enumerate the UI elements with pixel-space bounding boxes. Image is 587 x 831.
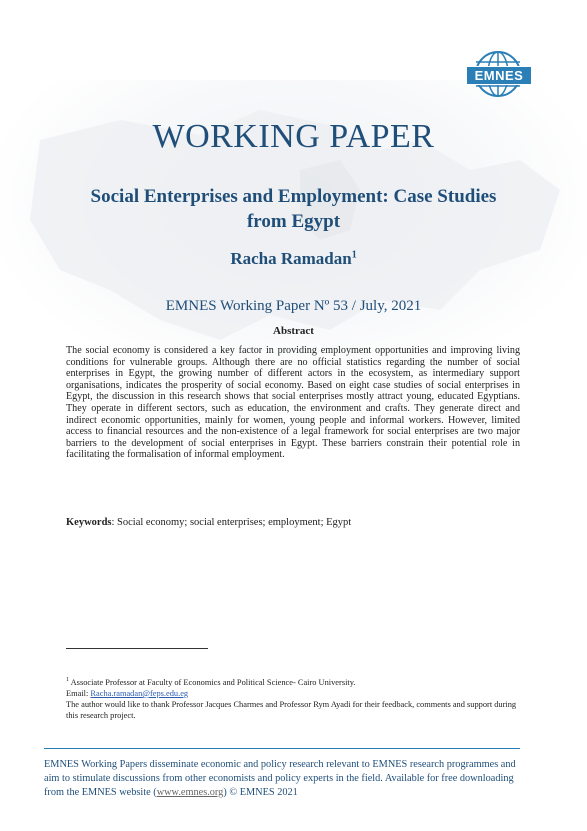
- author-name-text: Racha Ramadan: [230, 249, 352, 268]
- paper-subtitle: Social Enterprises and Employment: Case Studies from Egypt: [90, 186, 497, 232]
- email-link[interactable]: Racha.ramadan@feps.edu.eg: [90, 688, 189, 698]
- emnes-logo: [462, 50, 534, 98]
- keywords-label: Keywords: [66, 517, 112, 528]
- footer-text: EMNES Working Papers disseminate economic and policy research relevant to EMNES research programmes and aim to stimulate discussions from other economists and policy experts in the field. Available for free downloading from the EMNES website (: [44, 759, 516, 798]
- abstract-heading: Abstract: [273, 325, 314, 337]
- series-line: EMNES Working Paper Nº 53 / July, 2021: [165, 298, 422, 314]
- footer-note: [44, 758, 528, 800]
- footnote-email-label: Email:: [66, 688, 91, 698]
- author-name: [0, 249, 587, 269]
- footer-divider: [44, 748, 520, 749]
- logo-wordmark: EMNES: [466, 66, 532, 85]
- keywords-text: : Social economy; social enterprises; employment; Egypt: [111, 517, 352, 528]
- keywords: [66, 517, 351, 528]
- footnote-affiliation: Associate Professor at Faculty of Economics and Political Science- Cairo University.: [69, 677, 356, 687]
- footnote: [66, 675, 526, 721]
- footnote-acknowledgement: The author would like to thank Professor Jacques Charmes and Professor Rym Ayadi for their feedback, comments and support during this research project.: [66, 699, 517, 720]
- footnote-divider: [66, 648, 208, 649]
- document-title: WORKING PAPER: [152, 118, 435, 155]
- website-link[interactable]: www.emnes.org: [156, 787, 224, 798]
- footnote-mark: 1: [66, 677, 69, 683]
- abstract-body: The social economy is considered a key factor in providing employment opportunities and improving living conditions for vulnerable groups. Although there are no official statistics regarding the number of social enterprises in Egypt, the growing number of different actors in the ecosystem, as intermediary support organisations, indicates the prosperity of social economy. Based on eight case studies of social enterprises in Egypt, the discussion in this research shows that social enterprises mostly attract young, educated Egyptians. They operate in different sectors, such as education, the environment and crafts. They generate direct and indirect economic opportunities, mainly for women, young people and informal workers. However, limited access to financial resources and the non-existence of a legal framework for social enterprises are two major barriers to the development of social enterprises in Egypt. These barriers constrain their potential role in facilitating the formalisation of informal employment.: [66, 345, 520, 461]
- footer-copyright: ) © EMNES 2021: [223, 787, 298, 798]
- author-footnote-mark: 1: [351, 249, 357, 261]
